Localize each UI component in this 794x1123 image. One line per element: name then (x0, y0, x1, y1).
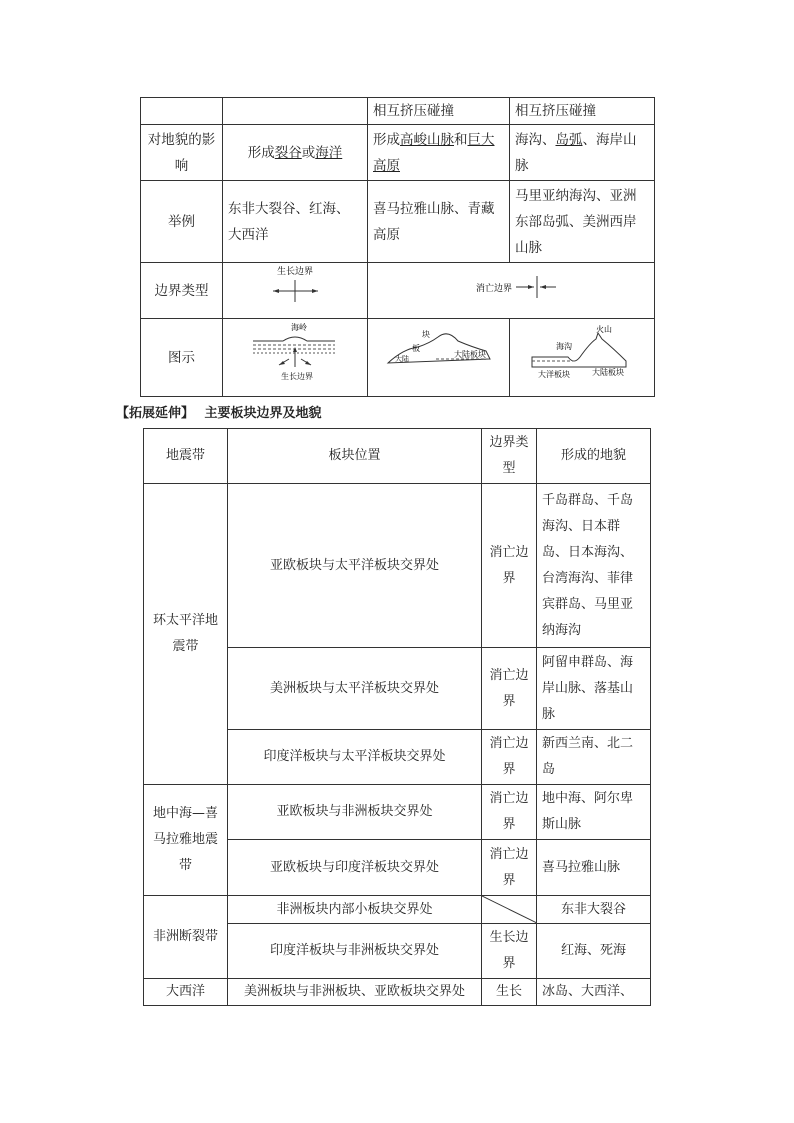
header-cell: 地震带 (144, 429, 228, 484)
position-cell: 美洲板块与太平洋板块交界处 (228, 648, 482, 730)
landform-cell: 东非大裂谷 (537, 896, 651, 924)
row-label: 图示 (141, 319, 223, 397)
table-row (144, 484, 651, 648)
header-cell: 相互挤压碰撞 (368, 98, 510, 125)
landform-cell: 红海、死海 (537, 924, 651, 979)
table-row (141, 319, 655, 397)
plate-landform-table (143, 428, 651, 1006)
position-cell: 印度洋板块与非洲板块交界处 (228, 924, 482, 979)
table-row (144, 979, 651, 1006)
landform-cell: 千岛群岛、千岛海沟、日本群岛、日本海沟、台湾海沟、菲律宾群岛、马里亚纳海沟 (537, 484, 651, 648)
svg-text:大陆板块: 大陆板块 (592, 368, 624, 377)
influence-cell: 形成裂谷或海洋 (223, 125, 368, 181)
type-cell: 生长 (482, 979, 537, 1006)
influence-cell: 海沟、岛弧、海岸山脉 (510, 125, 655, 181)
table-row (144, 429, 651, 484)
growth-boundary-label: 生长边界 (276, 267, 314, 277)
extension-heading (116, 402, 322, 421)
header-cell: 相互挤压碰撞 (510, 98, 655, 125)
landform-cell: 冰岛、大西洋、 (537, 979, 651, 1006)
plate-boundary-table (140, 97, 655, 397)
table-row (144, 785, 651, 840)
example-cell: 马里亚纳海沟、亚洲东部岛弧、美洲西岸山脉 (510, 181, 655, 263)
table-row (144, 896, 651, 924)
type-cell: 消亡边界 (482, 484, 537, 648)
type-cell: 消亡边界 (482, 840, 537, 896)
position-cell: 印度洋板块与太平洋板块交界处 (228, 730, 482, 785)
row-label: 边界类型 (141, 263, 223, 319)
header-cell: 边界类型 (482, 429, 537, 484)
header-cell (223, 98, 368, 125)
svg-text:生长边界: 生长边界 (281, 372, 313, 381)
header-cell: 形成的地貌 (537, 429, 651, 484)
trench-diagram (510, 319, 655, 397)
header-cell: 板块位置 (228, 429, 482, 484)
row-label: 对地貌的影响 (141, 125, 223, 181)
extension-title: 主要板块边界及地貌 (204, 406, 322, 421)
header-cell (141, 98, 223, 125)
svg-text:大陆: 大陆 (395, 355, 409, 363)
ridge-diagram (223, 319, 368, 397)
position-cell: 亚欧板块与非洲板块交界处 (228, 785, 482, 840)
svg-text:海岭: 海岭 (291, 323, 307, 332)
svg-text:大洋板块: 大洋板块 (538, 370, 570, 379)
svg-text:大陆板块: 大陆板块 (454, 350, 486, 359)
row-label: 举例 (141, 181, 223, 263)
svg-text:板: 板 (412, 344, 420, 353)
table-row (141, 98, 655, 125)
type-cell: 消亡边界 (482, 730, 537, 785)
type-cell: 消亡边界 (482, 785, 537, 840)
type-cell: 消亡边界 (482, 648, 537, 730)
example-cell: 东非大裂谷、红海、大西洋 (223, 181, 368, 263)
position-cell: 非洲板块内部小板块交界处 (228, 896, 482, 924)
landform-cell: 喜马拉雅山脉 (537, 840, 651, 896)
zone-cell: 地中海—喜马拉雅地震带 (144, 785, 228, 896)
zone-cell: 大西洋 (144, 979, 228, 1006)
table-row (141, 181, 655, 263)
position-cell: 亚欧板块与太平洋板块交界处 (228, 484, 482, 648)
influence-cell: 形成高峻山脉和巨大高原 (368, 125, 510, 181)
zone-cell: 环太平洋地震带 (144, 484, 228, 785)
growth-boundary-symbol (223, 263, 368, 319)
diagonal-empty-cell (482, 896, 537, 924)
table-row (141, 263, 655, 319)
landform-cell: 阿留申群岛、海岸山脉、落基山脉 (537, 648, 651, 730)
svg-text:海沟: 海沟 (556, 342, 572, 351)
table-row (141, 125, 655, 181)
collision-diagram (368, 319, 510, 397)
extension-bracket-title: 【拓展延伸】 (116, 406, 195, 421)
svg-text:块: 块 (422, 330, 430, 339)
zone-cell: 非洲断裂带 (144, 896, 228, 979)
type-cell: 生长边界 (482, 924, 537, 979)
landform-cell: 新西兰南、北二岛 (537, 730, 651, 785)
position-cell: 美洲板块与非洲板块、亚欧板块交界处 (228, 979, 482, 1006)
landform-cell: 地中海、阿尔卑斯山脉 (537, 785, 651, 840)
subduction-boundary-label: 消亡边界 (475, 284, 512, 294)
subduction-boundary-symbol (368, 263, 655, 319)
position-cell: 亚欧板块与印度洋板块交界处 (228, 840, 482, 896)
svg-text:火山: 火山 (596, 325, 612, 334)
example-cell: 喜马拉雅山脉、青藏高原 (368, 181, 510, 263)
